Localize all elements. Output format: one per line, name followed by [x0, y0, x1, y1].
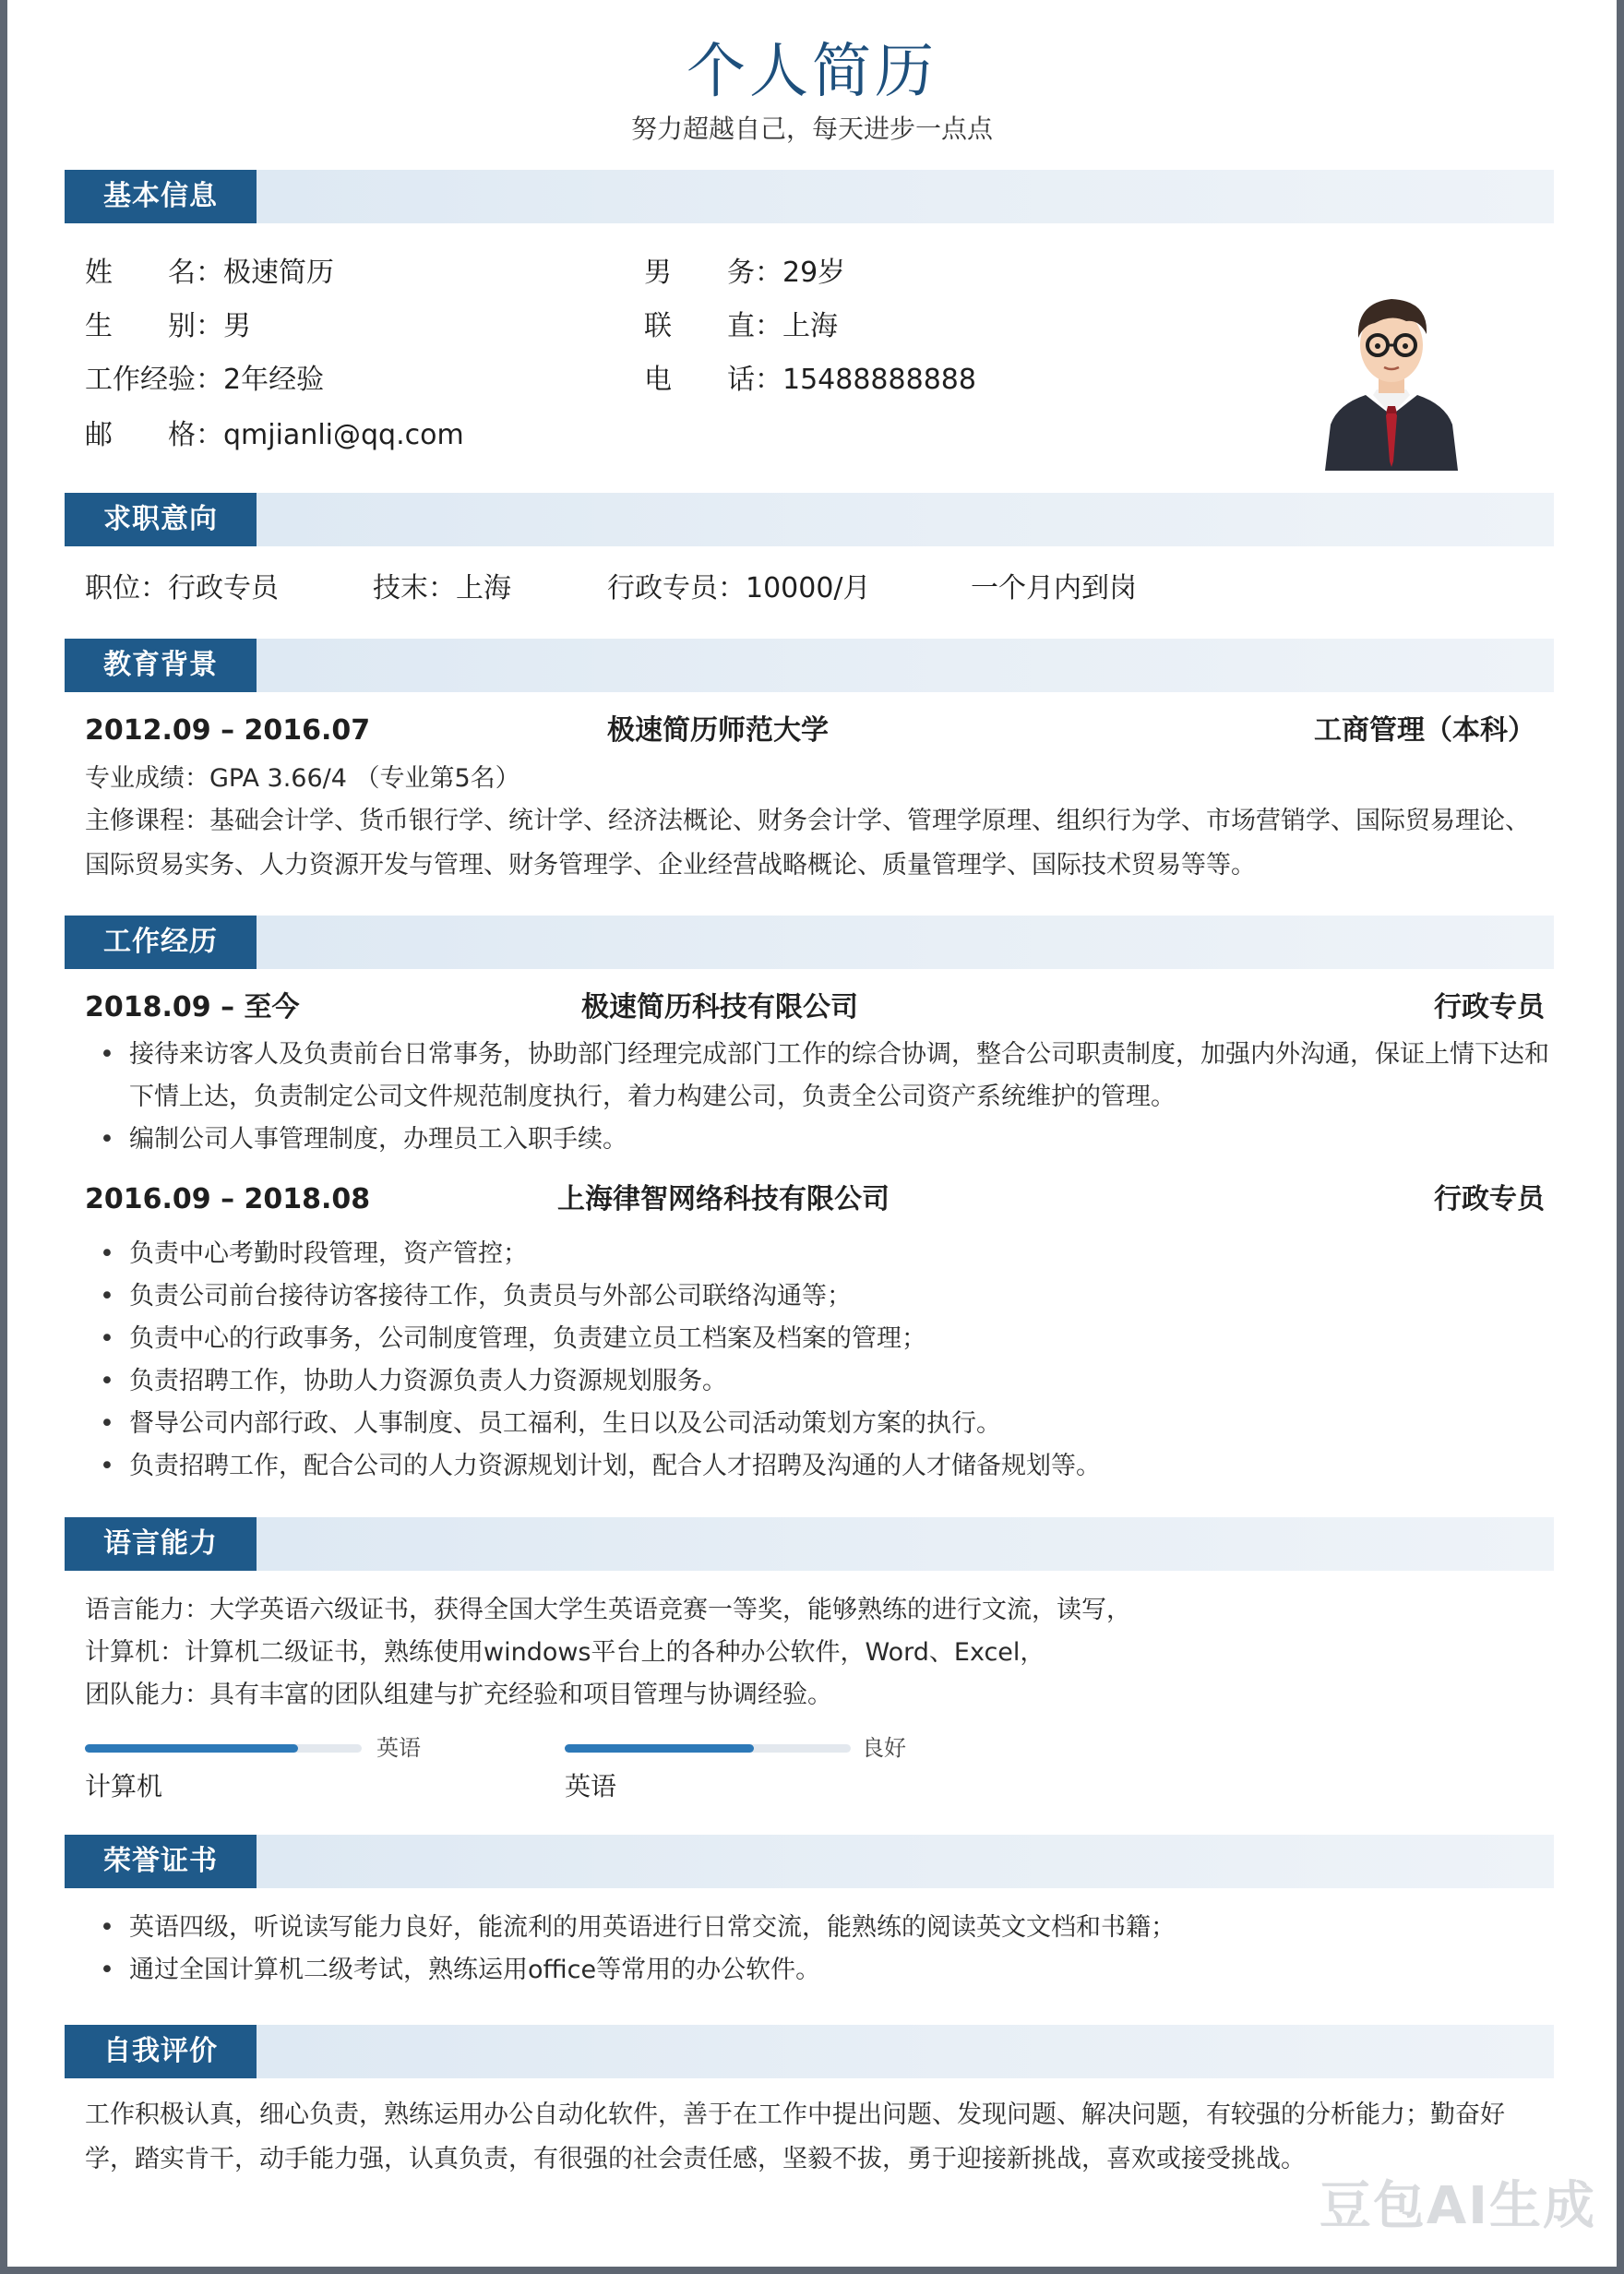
field-phone — [644, 362, 976, 399]
field-gender — [85, 308, 251, 345]
skill-name-english: 英语 — [565, 1771, 617, 1801]
field-experience-label: 工作经验： — [85, 364, 223, 396]
resume-page — [7, 0, 1617, 2267]
list-item: • 负责招聘工作，配合公司的人力资源规划计划，配合人才招聘及沟通的人才储备规划等。 — [85, 1445, 1552, 1488]
field-phone-label: 电 话： — [644, 364, 782, 396]
list-item: • 负责中心的行政事务，公司制度管理，负责建立员工档案及档案的管理； — [85, 1318, 1552, 1360]
language-line: 计算机：计算机二级证书，熟练使用windows平台上的各种办公软件，Word、Excel， — [85, 1638, 1045, 1667]
list-item: • 英语四级，听说读写能力良好，能流利的用英语进行日常交流，能熟练的阅读英文文档和书籍； — [85, 1907, 1552, 1949]
education-gpa: 专业成绩：GPA 3.66/4 （专业第5名） — [85, 764, 520, 793]
language-line: 团队能力：具有丰富的团队组建与扩充经验和项目管理与协调经验。 — [85, 1681, 832, 1709]
field-name-label: 姓 名： — [85, 257, 223, 289]
self-evaluation-text: 工作积极认真，细心负责，熟练运用办公自动化软件，善于在工作中提出问题、发现问题、解决问题，有较强的分析能力；勤奋好学，踏实肯干，动手能力强，认真负责，有很强的社会责任感，坚毅不拔，勇于迎接新挑战，喜欢或接受挑战。 — [85, 2100, 1505, 2173]
section-header-work — [65, 916, 1554, 969]
list-item: • 通过全国计算机二级考试，熟练运用office等常用的办公软件。 — [85, 1949, 1552, 1992]
job-2-role: 行政专员 — [1434, 1183, 1545, 1215]
section-title-education: 教育背景 — [65, 639, 257, 692]
field-age-label: 男 务： — [644, 257, 782, 289]
list-item: • 负责招聘工作，协助人力资源负责人力资源规划服务。 — [85, 1360, 1552, 1403]
job-1-duties — [85, 1034, 1552, 1161]
section-header-intent — [65, 493, 1554, 546]
education-courses: 主修课程：基础会计学、货币银行学、统计学、经济法概论、财务会计学、管理学原理、组织行为学、市场营销学、国际贸易理论、国际贸易实务、人力资源开发与管理、财务管理学、企业经营战略概论、质量管理学、国际技术贸易等等。 — [85, 807, 1530, 880]
field-name-value: 极速简历 — [223, 257, 334, 289]
honors-list — [85, 1907, 1552, 1992]
section-title-self: 自我评价 — [65, 2025, 257, 2078]
field-gender-label: 生 别： — [85, 310, 223, 342]
field-name — [85, 255, 334, 292]
field-gender-value: 男 — [223, 310, 251, 342]
intent-position: 职位：行政专员 — [85, 572, 279, 604]
field-email-label: 邮 格： — [85, 419, 223, 451]
section-title-basic: 基本信息 — [65, 170, 257, 223]
section-title-honors: 荣誉证书 — [65, 1835, 257, 1888]
job-1-role: 行政专员 — [1434, 991, 1545, 1023]
section-header-language — [65, 1517, 1554, 1571]
job-1-company: 极速简历科技有限公司 — [581, 991, 858, 1023]
list-item: • 接待来访客人及负责前台日常事务，协助部门经理完成部门工作的综合协调，整合公司职责制度，加强内外沟通，保证上情下达和下情上达，负责制定公司文件规范制度执行，着力构建公司，负责全公司资产系统维护的管理。 — [85, 1034, 1552, 1119]
field-email — [85, 417, 464, 454]
section-header-basic — [65, 170, 1554, 223]
field-location — [644, 308, 838, 345]
education-major: 工商管理（本科） — [1314, 714, 1535, 747]
section-header-honors — [65, 1835, 1554, 1888]
job-2-company: 上海律智网络科技有限公司 — [557, 1183, 890, 1215]
page-title: 个人简历 — [687, 38, 937, 106]
field-experience — [85, 362, 324, 399]
watermark: 豆包AI生成 — [1319, 2176, 1596, 2236]
skill-name-computer: 计算机 — [85, 1771, 163, 1801]
language-line: 语言能力：大学英语六级证书，获得全国大学生英语竞赛一等奖，能够熟练的进行文流，读写， — [85, 1596, 1131, 1624]
education-period: 2012.09 – 2016.07 — [85, 714, 371, 747]
job-2-duties — [85, 1233, 1552, 1488]
skill-bar-english — [565, 1744, 851, 1753]
skill-bar-fill — [85, 1744, 298, 1753]
field-age-value: 29岁 — [782, 257, 846, 289]
skill-bar-computer — [85, 1744, 362, 1753]
intent-location: 技末：上海 — [373, 572, 511, 604]
job-2-period: 2016.09 – 2018.08 — [85, 1183, 371, 1215]
education-school: 极速简历师范大学 — [607, 714, 829, 747]
skill-level-computer: 英语 — [376, 1735, 421, 1761]
section-header-education — [65, 639, 1554, 692]
language-lines — [85, 1589, 1552, 1717]
list-item: • 督导公司内部行政、人事制度、员工福利，生日以及公司活动策划方案的执行。 — [85, 1403, 1552, 1445]
field-location-label: 联 直： — [644, 310, 782, 342]
field-email-value: qmjianli@qq.com — [223, 419, 464, 451]
section-title-language: 语言能力 — [65, 1517, 257, 1571]
field-age — [644, 255, 845, 292]
page-subtitle: 努力超越自己，每天进步一点点 — [630, 114, 993, 144]
intent-availability: 一个月内到岗 — [971, 572, 1137, 604]
field-experience-value: 2年经验 — [223, 364, 325, 396]
skill-level-english: 良好 — [862, 1735, 906, 1761]
field-location-value: 上海 — [782, 310, 838, 342]
section-title-intent: 求职意向 — [65, 493, 257, 546]
list-item: • 负责公司前台接待访客接待工作，负责员与外部公司联络沟通等； — [85, 1275, 1552, 1318]
field-phone-value: 15488888888 — [782, 364, 976, 396]
intent-salary: 行政专员：10000/月 — [607, 572, 871, 604]
job-1-period: 2018.09 – 至今 — [85, 991, 300, 1023]
avatar — [1318, 277, 1465, 471]
list-item: • 负责中心考勤时段管理，资产管控； — [85, 1233, 1552, 1275]
list-item: • 编制公司人事管理制度，办理员工入职手续。 — [85, 1119, 1552, 1161]
section-title-work: 工作经历 — [65, 916, 257, 969]
skill-bar-fill — [565, 1744, 754, 1753]
section-header-self — [65, 2025, 1554, 2078]
